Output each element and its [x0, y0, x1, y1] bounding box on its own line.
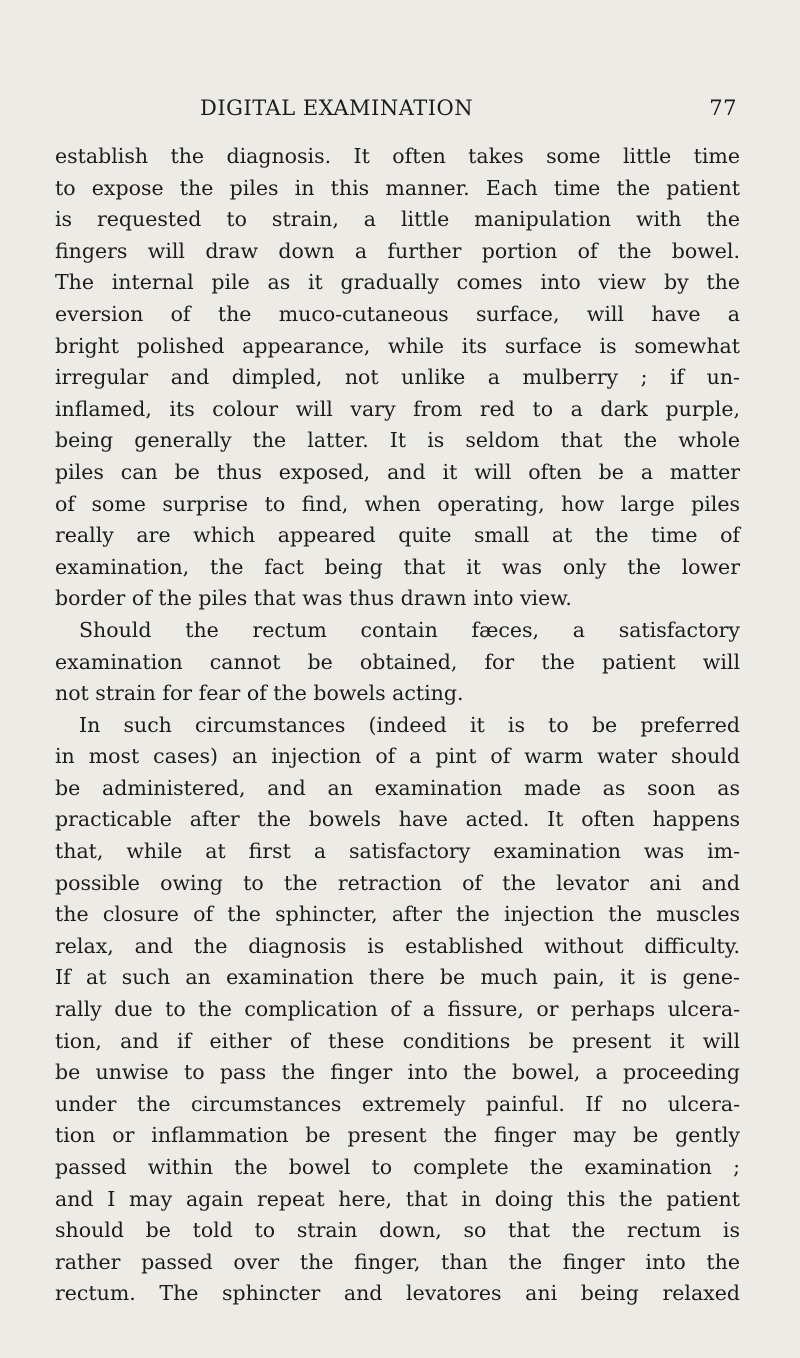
text-line: Should the rectum contain fæces, a satisfactory: [79, 617, 740, 642]
text-line: be unwise to pass the finger into the bowel, a proceeding: [55, 1060, 740, 1085]
text-line: and I may again repeat here, that in doing this the patient: [55, 1186, 740, 1211]
text-line: possible owing to the retraction of the levator ani and: [55, 870, 740, 895]
running-title: DIGITAL EXAMINATION: [200, 96, 474, 120]
text-line: If at such an examination there be much pain, it is gene-: [55, 965, 740, 990]
text-line: not strain for fear of the bowels acting.: [55, 681, 464, 706]
text-line: relax, and the diagnosis is established without difficulty.: [55, 933, 740, 958]
text-line: in most cases) an injection of a pint of warm water should: [55, 744, 740, 769]
text-line: of some surprise to find, when operating, how large piles: [55, 491, 740, 516]
text-line: really are which appeared quite small at the time of: [55, 523, 740, 548]
text-line: piles can be thus exposed, and it will often be a matter: [55, 459, 740, 484]
text-line: rectum. The sphincter and levatores ani being relaxed: [55, 1281, 740, 1306]
text-line: practicable after the bowels have acted. It often happens: [55, 807, 740, 832]
text-line: to expose the piles in this manner. Each time the patient: [55, 175, 740, 200]
text-line: tion, and if either of these conditions be present it will: [55, 1028, 740, 1053]
text-line: inflamed, its colour will vary from red to a dark purple,: [55, 396, 740, 421]
text-line: examination, the fact being that it was only the lower: [55, 554, 740, 579]
text-line: be administered, and an examination made as soon as: [55, 775, 740, 800]
text-line: is requested to strain, a little manipulation with the: [55, 207, 740, 232]
body-text: [55, 141, 740, 1310]
page-number: 77: [709, 96, 737, 120]
text-line: rally due to the complication of a fissure, or perhaps ulcera-: [55, 997, 740, 1022]
text-line: border of the piles that was thus drawn into view.: [55, 586, 572, 611]
running-head: [200, 96, 737, 126]
text-line: should be told to strain down, so that the rectum is: [55, 1218, 740, 1243]
text-line: fingers will draw down a further portion of the bowel.: [55, 238, 740, 263]
text-line: In such circumstances (indeed it is to be preferred: [79, 712, 740, 737]
text-line: The internal pile as it gradually comes into view by the: [55, 270, 740, 295]
text-line: the closure of the sphincter, after the injection the muscles: [55, 902, 740, 927]
text-line: passed within the bowel to complete the examination ;: [55, 1155, 740, 1179]
text-line: establish the diagnosis. It often takes some little time: [55, 144, 740, 168]
text-line: under the circumstances extremely painful. If no ulcera-: [55, 1091, 740, 1116]
text-line: bright polished appearance, while its surface is somewhat: [55, 333, 740, 358]
text-line: examination cannot be obtained, for the patient will: [55, 649, 740, 674]
text-line: rather passed over the finger, than the finger into the: [55, 1249, 740, 1274]
text-line: that, while at first a satisfactory examination was im-: [55, 839, 740, 864]
text-line: irregular and dimpled, not unlike a mulberry ; if un-: [55, 365, 740, 390]
text-line: tion or inflammation be present the finger may be gently: [55, 1123, 740, 1148]
text-line: eversion of the muco-cutaneous surface, will have a: [55, 301, 740, 326]
text-line: being generally the latter. It is seldom that the whole: [55, 428, 740, 453]
